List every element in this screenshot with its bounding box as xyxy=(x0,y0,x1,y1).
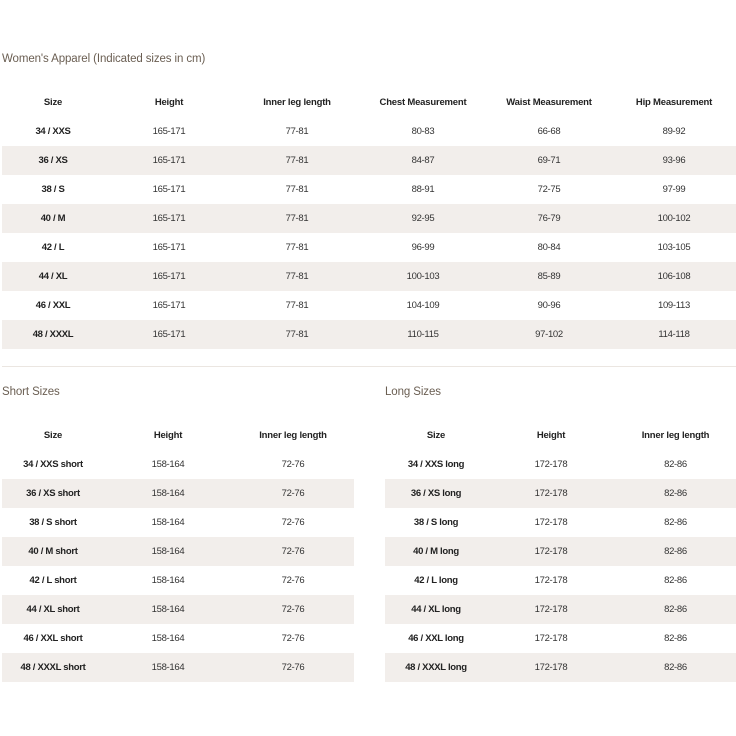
table-cell: 72-76 xyxy=(232,595,354,624)
size-cell: 36 / XS xyxy=(2,146,104,175)
size-cell: 48 / XXXL xyxy=(2,320,104,349)
table-cell: 88-91 xyxy=(411,184,435,195)
table-cell: 165-171 xyxy=(152,300,186,311)
size-cell: 38 / S long xyxy=(413,517,459,528)
section-divider xyxy=(2,366,736,367)
table-row xyxy=(385,450,736,479)
womens-apparel-title: Women's Apparel (Indicated sizes in cm) xyxy=(2,53,206,65)
table-cell: 82-86 xyxy=(664,633,687,644)
size-cell: 36 / XS long xyxy=(385,479,487,508)
womens-size-table-header xyxy=(2,87,736,117)
size-cell: 34 / XXS short xyxy=(23,459,83,470)
table-cell: 72-76 xyxy=(281,517,305,528)
table-row xyxy=(2,508,354,537)
table-cell: 172-178 xyxy=(487,595,615,624)
table-cell: 158-164 xyxy=(151,459,185,470)
column-header: Inner leg length xyxy=(259,429,327,441)
size-cell: 40 / M short xyxy=(2,537,104,566)
size-cell: 44 / XL short xyxy=(2,595,104,624)
table-cell: 82-86 xyxy=(615,479,736,508)
size-cell: 38 / S short xyxy=(29,517,77,528)
table-cell: 96-99 xyxy=(411,242,435,253)
table-row xyxy=(2,291,736,320)
table-header-row xyxy=(2,87,736,117)
table-cell: 77-81 xyxy=(234,204,360,233)
column-header: Height xyxy=(154,96,184,108)
table-cell: 82-86 xyxy=(664,575,687,586)
table-cell: 158-164 xyxy=(151,575,185,586)
size-cell: 48 / XXXL long xyxy=(385,653,487,682)
table-cell: 72-76 xyxy=(232,653,354,682)
table-row xyxy=(2,233,736,262)
short-size-table xyxy=(2,420,354,682)
table-cell: 72-76 xyxy=(281,575,305,586)
size-cell: 40 / M xyxy=(2,204,104,233)
size-cell: 42 / L xyxy=(41,242,65,253)
table-row xyxy=(2,653,354,682)
table-cell: 100-102 xyxy=(612,204,736,233)
table-row xyxy=(2,624,354,653)
column-header: Height xyxy=(153,429,183,441)
table-row xyxy=(2,479,354,508)
table-row xyxy=(385,566,736,595)
size-cell: 48 / XXXL short xyxy=(2,653,104,682)
table-cell: 90-96 xyxy=(537,300,561,311)
column-header: Inner leg length xyxy=(641,429,710,441)
table-cell: 165-171 xyxy=(104,320,234,349)
table-cell: 77-81 xyxy=(285,300,309,311)
column-header: Waist Measurement xyxy=(506,96,592,108)
long-size-table-body xyxy=(385,450,736,682)
table-cell: 85-89 xyxy=(486,262,612,291)
table-row xyxy=(2,320,736,349)
column-header: Chest Measurement xyxy=(379,96,467,108)
table-row xyxy=(2,450,354,479)
table-row xyxy=(2,117,736,146)
short-sizes-title: Short Sizes xyxy=(2,386,60,398)
table-cell: 89-92 xyxy=(662,126,686,137)
table-cell: 165-171 xyxy=(152,242,186,253)
size-cell: 40 / M long xyxy=(385,537,487,566)
size-cell: 46 / XXL short xyxy=(23,633,83,644)
size-cell: 38 / S xyxy=(41,184,65,195)
table-row xyxy=(385,653,736,682)
table-cell: 158-164 xyxy=(151,517,185,528)
table-cell: 158-164 xyxy=(151,633,185,644)
table-cell: 92-95 xyxy=(360,204,486,233)
table-cell: 109-113 xyxy=(657,300,691,311)
table-cell: 82-86 xyxy=(615,653,736,682)
table-row xyxy=(2,204,736,233)
table-cell: 72-76 xyxy=(232,537,354,566)
table-cell: 165-171 xyxy=(104,262,234,291)
table-cell: 158-164 xyxy=(104,653,232,682)
short-size-table-header xyxy=(2,420,354,450)
column-header: Size xyxy=(426,429,446,441)
column-header: Hip Measurement xyxy=(635,96,713,108)
table-cell: 165-171 xyxy=(104,204,234,233)
size-cell: 36 / XS short xyxy=(2,479,104,508)
size-cell: 46 / XXL long xyxy=(408,633,464,644)
table-cell: 172-178 xyxy=(534,633,568,644)
table-row xyxy=(385,624,736,653)
table-row xyxy=(2,175,736,204)
table-cell: 106-108 xyxy=(612,262,736,291)
table-cell: 172-178 xyxy=(487,537,615,566)
table-cell: 172-178 xyxy=(534,517,568,528)
table-cell: 110-115 xyxy=(360,320,486,349)
table-cell: 97-99 xyxy=(662,184,686,195)
size-cell: 46 / XXL xyxy=(35,300,71,311)
table-row xyxy=(385,508,736,537)
table-cell: 72-76 xyxy=(232,479,354,508)
long-size-table xyxy=(385,420,736,682)
table-row xyxy=(385,595,736,624)
table-cell: 72-75 xyxy=(537,184,561,195)
table-row xyxy=(2,595,354,624)
column-header: Size xyxy=(43,96,63,108)
table-cell: 158-164 xyxy=(104,537,232,566)
table-cell: 158-164 xyxy=(104,595,232,624)
table-cell: 76-79 xyxy=(486,204,612,233)
table-header-row xyxy=(385,420,736,450)
table-row xyxy=(2,537,354,566)
table-cell: 77-81 xyxy=(234,262,360,291)
column-header: Height xyxy=(536,429,566,441)
size-cell: 44 / XL long xyxy=(385,595,487,624)
size-cell: 42 / L short xyxy=(29,575,77,586)
table-cell: 77-81 xyxy=(234,320,360,349)
table-cell: 82-86 xyxy=(615,595,736,624)
table-cell: 165-171 xyxy=(104,146,234,175)
table-cell: 72-76 xyxy=(281,459,305,470)
womens-size-table-body xyxy=(2,117,736,349)
size-cell: 42 / L long xyxy=(414,575,458,586)
table-header-row xyxy=(2,420,354,450)
size-cell: 34 / XXS xyxy=(35,126,71,137)
table-row xyxy=(2,146,736,175)
table-cell: 77-81 xyxy=(234,146,360,175)
womens-size-table xyxy=(2,87,736,349)
table-cell: 82-86 xyxy=(664,459,687,470)
table-cell: 72-76 xyxy=(281,633,305,644)
table-cell: 165-171 xyxy=(152,126,186,137)
table-cell: 80-84 xyxy=(537,242,561,253)
table-cell: 93-96 xyxy=(612,146,736,175)
short-size-table-body xyxy=(2,450,354,682)
table-cell: 158-164 xyxy=(104,479,232,508)
table-cell: 104-109 xyxy=(406,300,440,311)
table-cell: 172-178 xyxy=(487,653,615,682)
column-header: Inner leg length xyxy=(263,96,331,108)
table-cell: 103-105 xyxy=(657,242,691,253)
table-cell: 97-102 xyxy=(486,320,612,349)
table-cell: 172-178 xyxy=(534,575,568,586)
long-sizes-title: Long Sizes xyxy=(385,386,441,398)
table-cell: 114-118 xyxy=(612,320,736,349)
table-row xyxy=(385,537,736,566)
table-row xyxy=(2,566,354,595)
table-cell: 82-86 xyxy=(615,537,736,566)
table-cell: 100-103 xyxy=(360,262,486,291)
table-cell: 82-86 xyxy=(664,517,687,528)
size-cell: 34 / XXS long xyxy=(407,459,465,470)
long-size-table-header xyxy=(385,420,736,450)
table-cell: 77-81 xyxy=(285,126,309,137)
table-cell: 165-171 xyxy=(152,184,186,195)
table-cell: 84-87 xyxy=(360,146,486,175)
table-cell: 172-178 xyxy=(534,459,568,470)
table-row xyxy=(2,262,736,291)
table-cell: 77-81 xyxy=(285,242,309,253)
table-cell: 69-71 xyxy=(486,146,612,175)
column-header: Size xyxy=(43,429,63,441)
size-cell: 44 / XL xyxy=(2,262,104,291)
table-cell: 77-81 xyxy=(285,184,309,195)
table-cell: 66-68 xyxy=(537,126,561,137)
table-cell: 172-178 xyxy=(487,479,615,508)
table-cell: 80-83 xyxy=(411,126,435,137)
table-row xyxy=(385,479,736,508)
